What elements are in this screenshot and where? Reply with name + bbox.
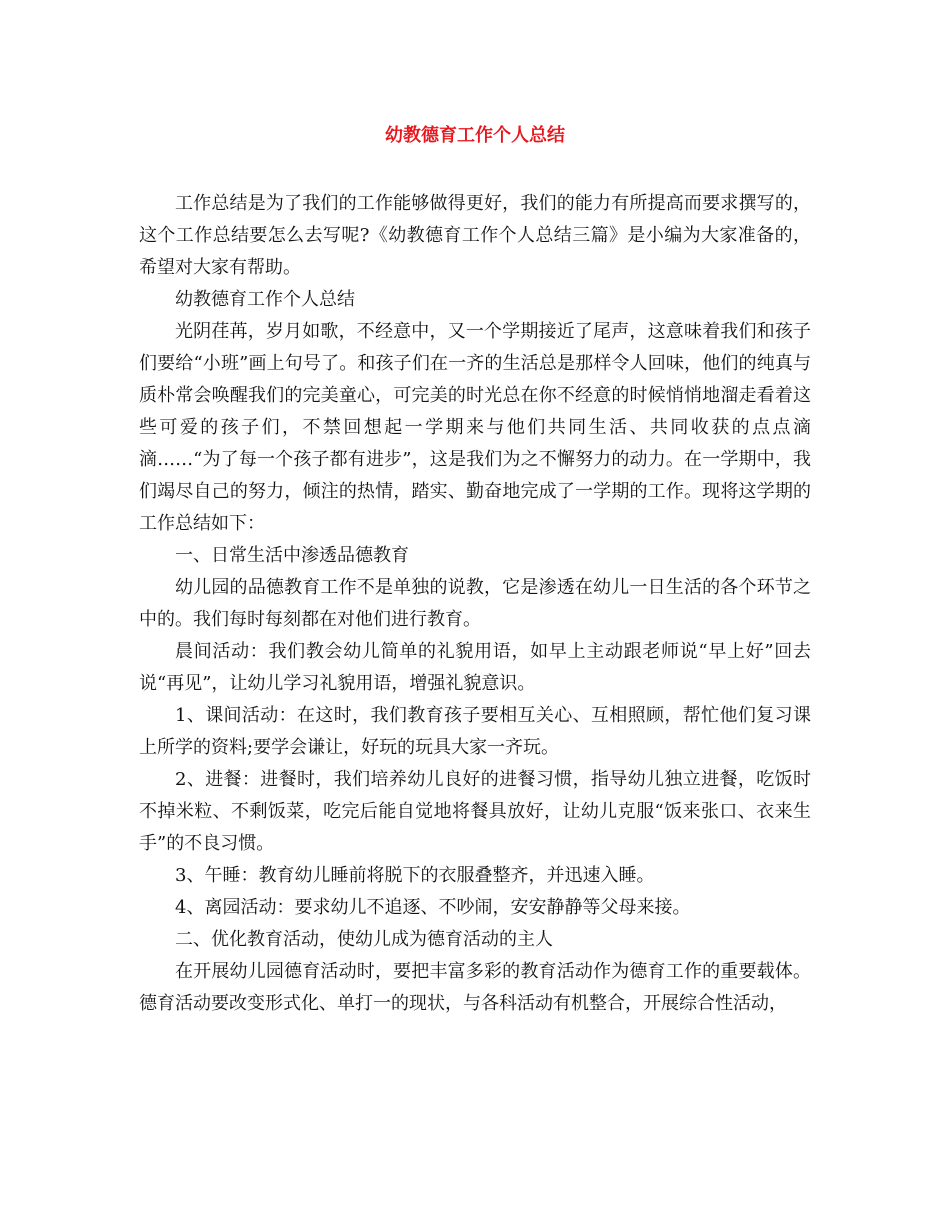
section-heading-daily-life: 一、日常生活中渗透品德教育 xyxy=(175,545,409,566)
list-item-break-activity: 1、课间活动：在这时，我们教育孩子要相互关心、互相照顾，帮忙他们复习课上所学的资料;要学会谦让，好玩的玩具大家一齐玩。 xyxy=(139,705,811,758)
paragraph-education-activities: 在开展幼儿园德育活动时，要把丰富多彩的教育活动作为德育工作的重要载体。德育活动要改变形式化、单打一的现状，与各科活动有机整合，开展综合性活动， xyxy=(139,961,811,1014)
list-item-meals: 2、进餐：进餐时，我们培养幼儿良好的进餐习惯，指导幼儿独立进餐，吃饭时不掉米粒、不剩饭菜，吃完后能自觉地将餐具放好，让幼儿克服“饭来张口、衣来生手”的不良习惯。 xyxy=(139,769,811,854)
section-heading-education-activities: 二、优化教育活动，使幼儿成为德育活动的主人 xyxy=(175,929,553,950)
paragraph-subtitle: 幼教德育工作个人总结 xyxy=(175,289,355,310)
document-title: 幼教德育工作个人总结 xyxy=(385,125,565,146)
paragraph-moral-education: 幼儿园的品德教育工作不是单独的说教，它是渗透在幼儿一日生活的各个环节之中的。我们每时每刻都在对他们进行教育。 xyxy=(139,577,811,630)
list-item-departure: 4、离园活动：要求幼儿不追逐、不吵闹，安安静静等父母来接。 xyxy=(175,897,691,918)
paragraph-morning-activity: 晨间活动：我们教会幼儿简单的礼貌用语，如早上主动跟老师说“早上好”回去说“再见”，让幼儿学习礼貌用语，增强礼貌意识。 xyxy=(139,641,811,694)
paragraph-semester-summary: 光阴荏苒，岁月如歌，不经意中，又一个学期接近了尾声，这意味着我们和孩子们要给“小班”画上句号了。和孩子们在一齐的生活总是那样令人回味，他们的纯真与质朴常会唤醒我们的完美童心，可完美的时光总在你不经意的时候悄悄地溜走看着这些可爱的孩子们，不禁回想起一学期来与他们共同生活、共同收获的点点滴滴……“为了每一个孩子都有进步”，这是我们为之不懈努力的动力。在一学期中，我们竭尽自己的努力，倾注的热情，踏实、勤奋地完成了一学期的工作。现将这学期的工作总结如下： xyxy=(139,321,811,534)
document-body xyxy=(139,188,811,1020)
list-item-nap: 3、午睡：教育幼儿睡前将脱下的衣服叠整齐，并迅速入睡。 xyxy=(175,865,655,886)
paragraph-intro: 工作总结是为了我们的工作能够做得更好，我们的能力有所提高而要求撰写的，这个工作总结要怎么去写呢?《幼教德育工作个人总结三篇》是小编为大家准备的，希望对大家有帮助。 xyxy=(139,193,811,278)
